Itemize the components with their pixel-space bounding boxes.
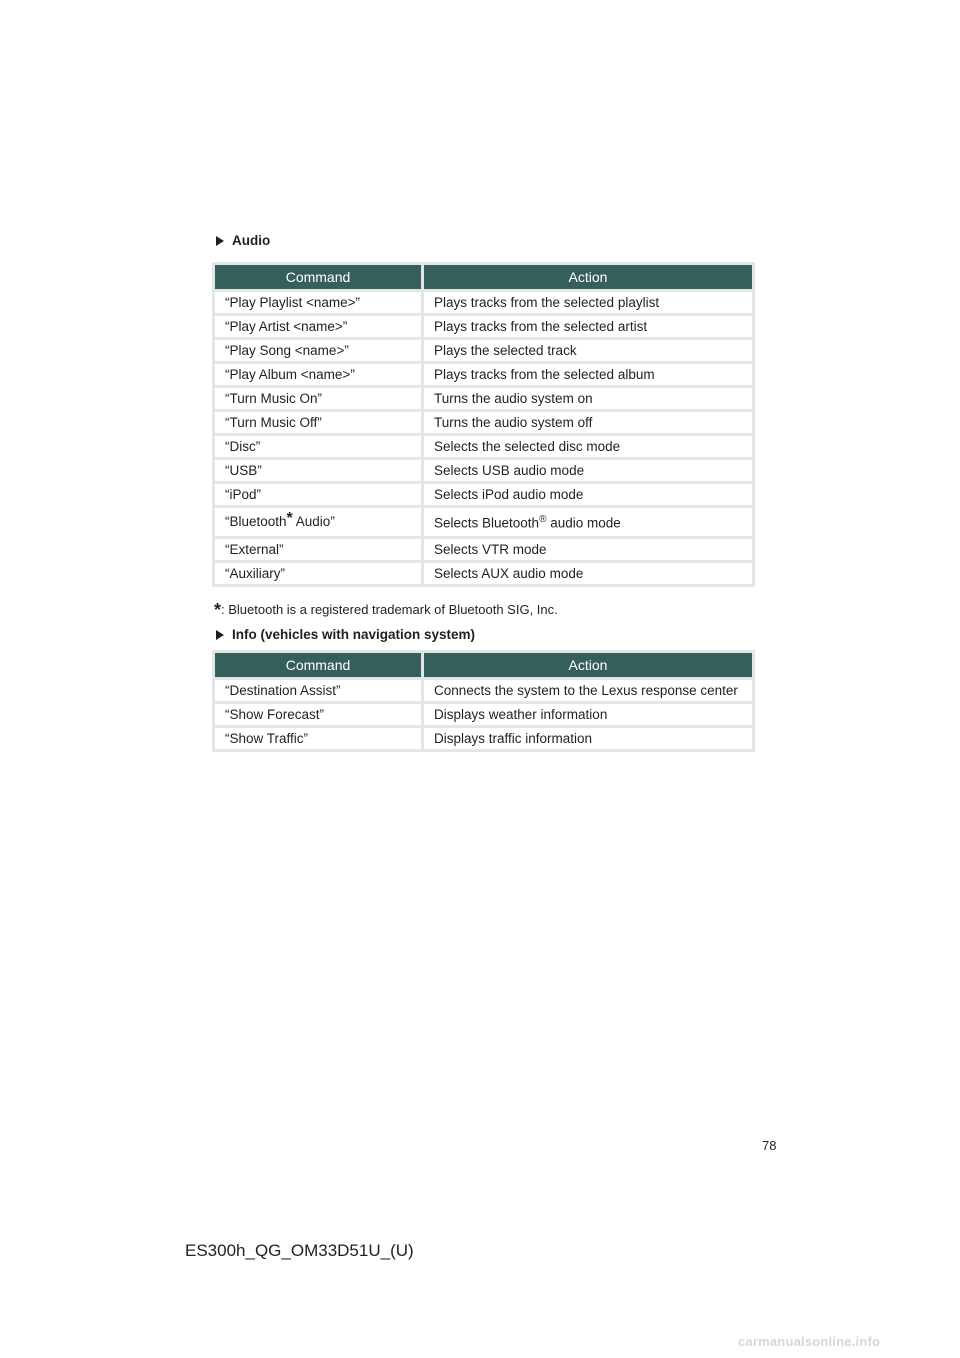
- table-row: [215, 680, 752, 701]
- column-header-command: Command: [215, 265, 421, 289]
- action-cell: Plays tracks from the selected album: [424, 364, 752, 385]
- table-row: [215, 539, 752, 560]
- table-row: [215, 316, 752, 337]
- action-cell: Selects VTR mode: [424, 539, 752, 560]
- action-cell: Displays traffic information: [424, 728, 752, 749]
- table-header-row: [215, 653, 752, 677]
- table-row: [215, 484, 752, 505]
- command-cell: “Turn Music On”: [215, 388, 421, 409]
- command-cell: “Play Album <name>”: [215, 364, 421, 385]
- command-cell: “Play Song <name>”: [215, 340, 421, 361]
- table-row: [215, 460, 752, 481]
- registered-mark: ®: [539, 513, 547, 525]
- table-row: [215, 436, 752, 457]
- audio-command-table: [212, 262, 755, 587]
- table-row: [215, 563, 752, 584]
- command-cell: “Show Forecast”: [215, 704, 421, 725]
- watermark: carmanualsonline.info: [738, 1334, 881, 1349]
- command-cell: “Play Artist <name>”: [215, 316, 421, 337]
- document-id: ES300h_QG_OM33D51U_(U): [185, 1241, 414, 1260]
- command-cell: “Play Playlist <name>”: [215, 292, 421, 313]
- column-header-action: Action: [424, 653, 752, 677]
- asterisk-marker: *: [286, 510, 293, 527]
- section-heading-audio: [216, 233, 270, 248]
- table-row: [215, 388, 752, 409]
- action-cell: Plays tracks from the selected artist: [424, 316, 752, 337]
- command-cell: “Auxiliary”: [215, 563, 421, 584]
- info-command-table: [212, 650, 755, 752]
- action-text-pre: Selects Bluetooth: [434, 515, 540, 531]
- command-text-pre: “Bluetooth: [225, 514, 287, 529]
- footnote-marker: *: [214, 600, 222, 620]
- command-cell: [215, 508, 421, 536]
- command-cell: “iPod”: [215, 484, 421, 505]
- action-cell: Displays weather information: [424, 704, 752, 725]
- table-header-row: [215, 265, 752, 289]
- command-cell: “Destination Assist”: [215, 680, 421, 701]
- footnote: [214, 598, 558, 619]
- action-cell: Selects USB audio mode: [424, 460, 752, 481]
- action-cell: Plays tracks from the selected playlist: [424, 292, 752, 313]
- command-cell: “Show Traffic”: [215, 728, 421, 749]
- section-heading-info-text: Info (vehicles with navigation system): [232, 627, 476, 642]
- action-cell: Plays the selected track: [424, 340, 752, 361]
- action-cell: [424, 508, 752, 536]
- action-cell: Turns the audio system on: [424, 388, 752, 409]
- command-cell: “USB”: [215, 460, 421, 481]
- table-row: [215, 340, 752, 361]
- table-row: [215, 508, 752, 536]
- page-number: 78: [762, 1138, 777, 1153]
- command-cell: “Disc”: [215, 436, 421, 457]
- table-row: [215, 292, 752, 313]
- command-cell: “Turn Music Off”: [215, 412, 421, 433]
- table-row: [215, 728, 752, 749]
- section-heading-audio-text: Audio: [232, 233, 271, 248]
- triangle-bullet-icon: [216, 236, 224, 246]
- action-text-post: audio mode: [546, 515, 621, 531]
- action-cell: Selects the selected disc mode: [424, 436, 752, 457]
- table-row: [215, 364, 752, 385]
- action-cell: Turns the audio system off: [424, 412, 752, 433]
- triangle-bullet-icon: [216, 630, 224, 640]
- column-header-command: Command: [215, 653, 421, 677]
- action-cell: Selects iPod audio mode: [424, 484, 752, 505]
- footnote-text: : Bluetooth is a registered trademark of Bluetooth SIG, Inc.: [221, 602, 558, 617]
- section-heading-info: [216, 627, 475, 642]
- action-cell: Connects the system to the Lexus response center: [424, 680, 752, 701]
- table-row: [215, 704, 752, 725]
- table-row: [215, 412, 752, 433]
- action-cell: Selects AUX audio mode: [424, 563, 752, 584]
- column-header-action: Action: [424, 265, 752, 289]
- command-cell: “External”: [215, 539, 421, 560]
- command-text-post: Audio”: [292, 514, 335, 529]
